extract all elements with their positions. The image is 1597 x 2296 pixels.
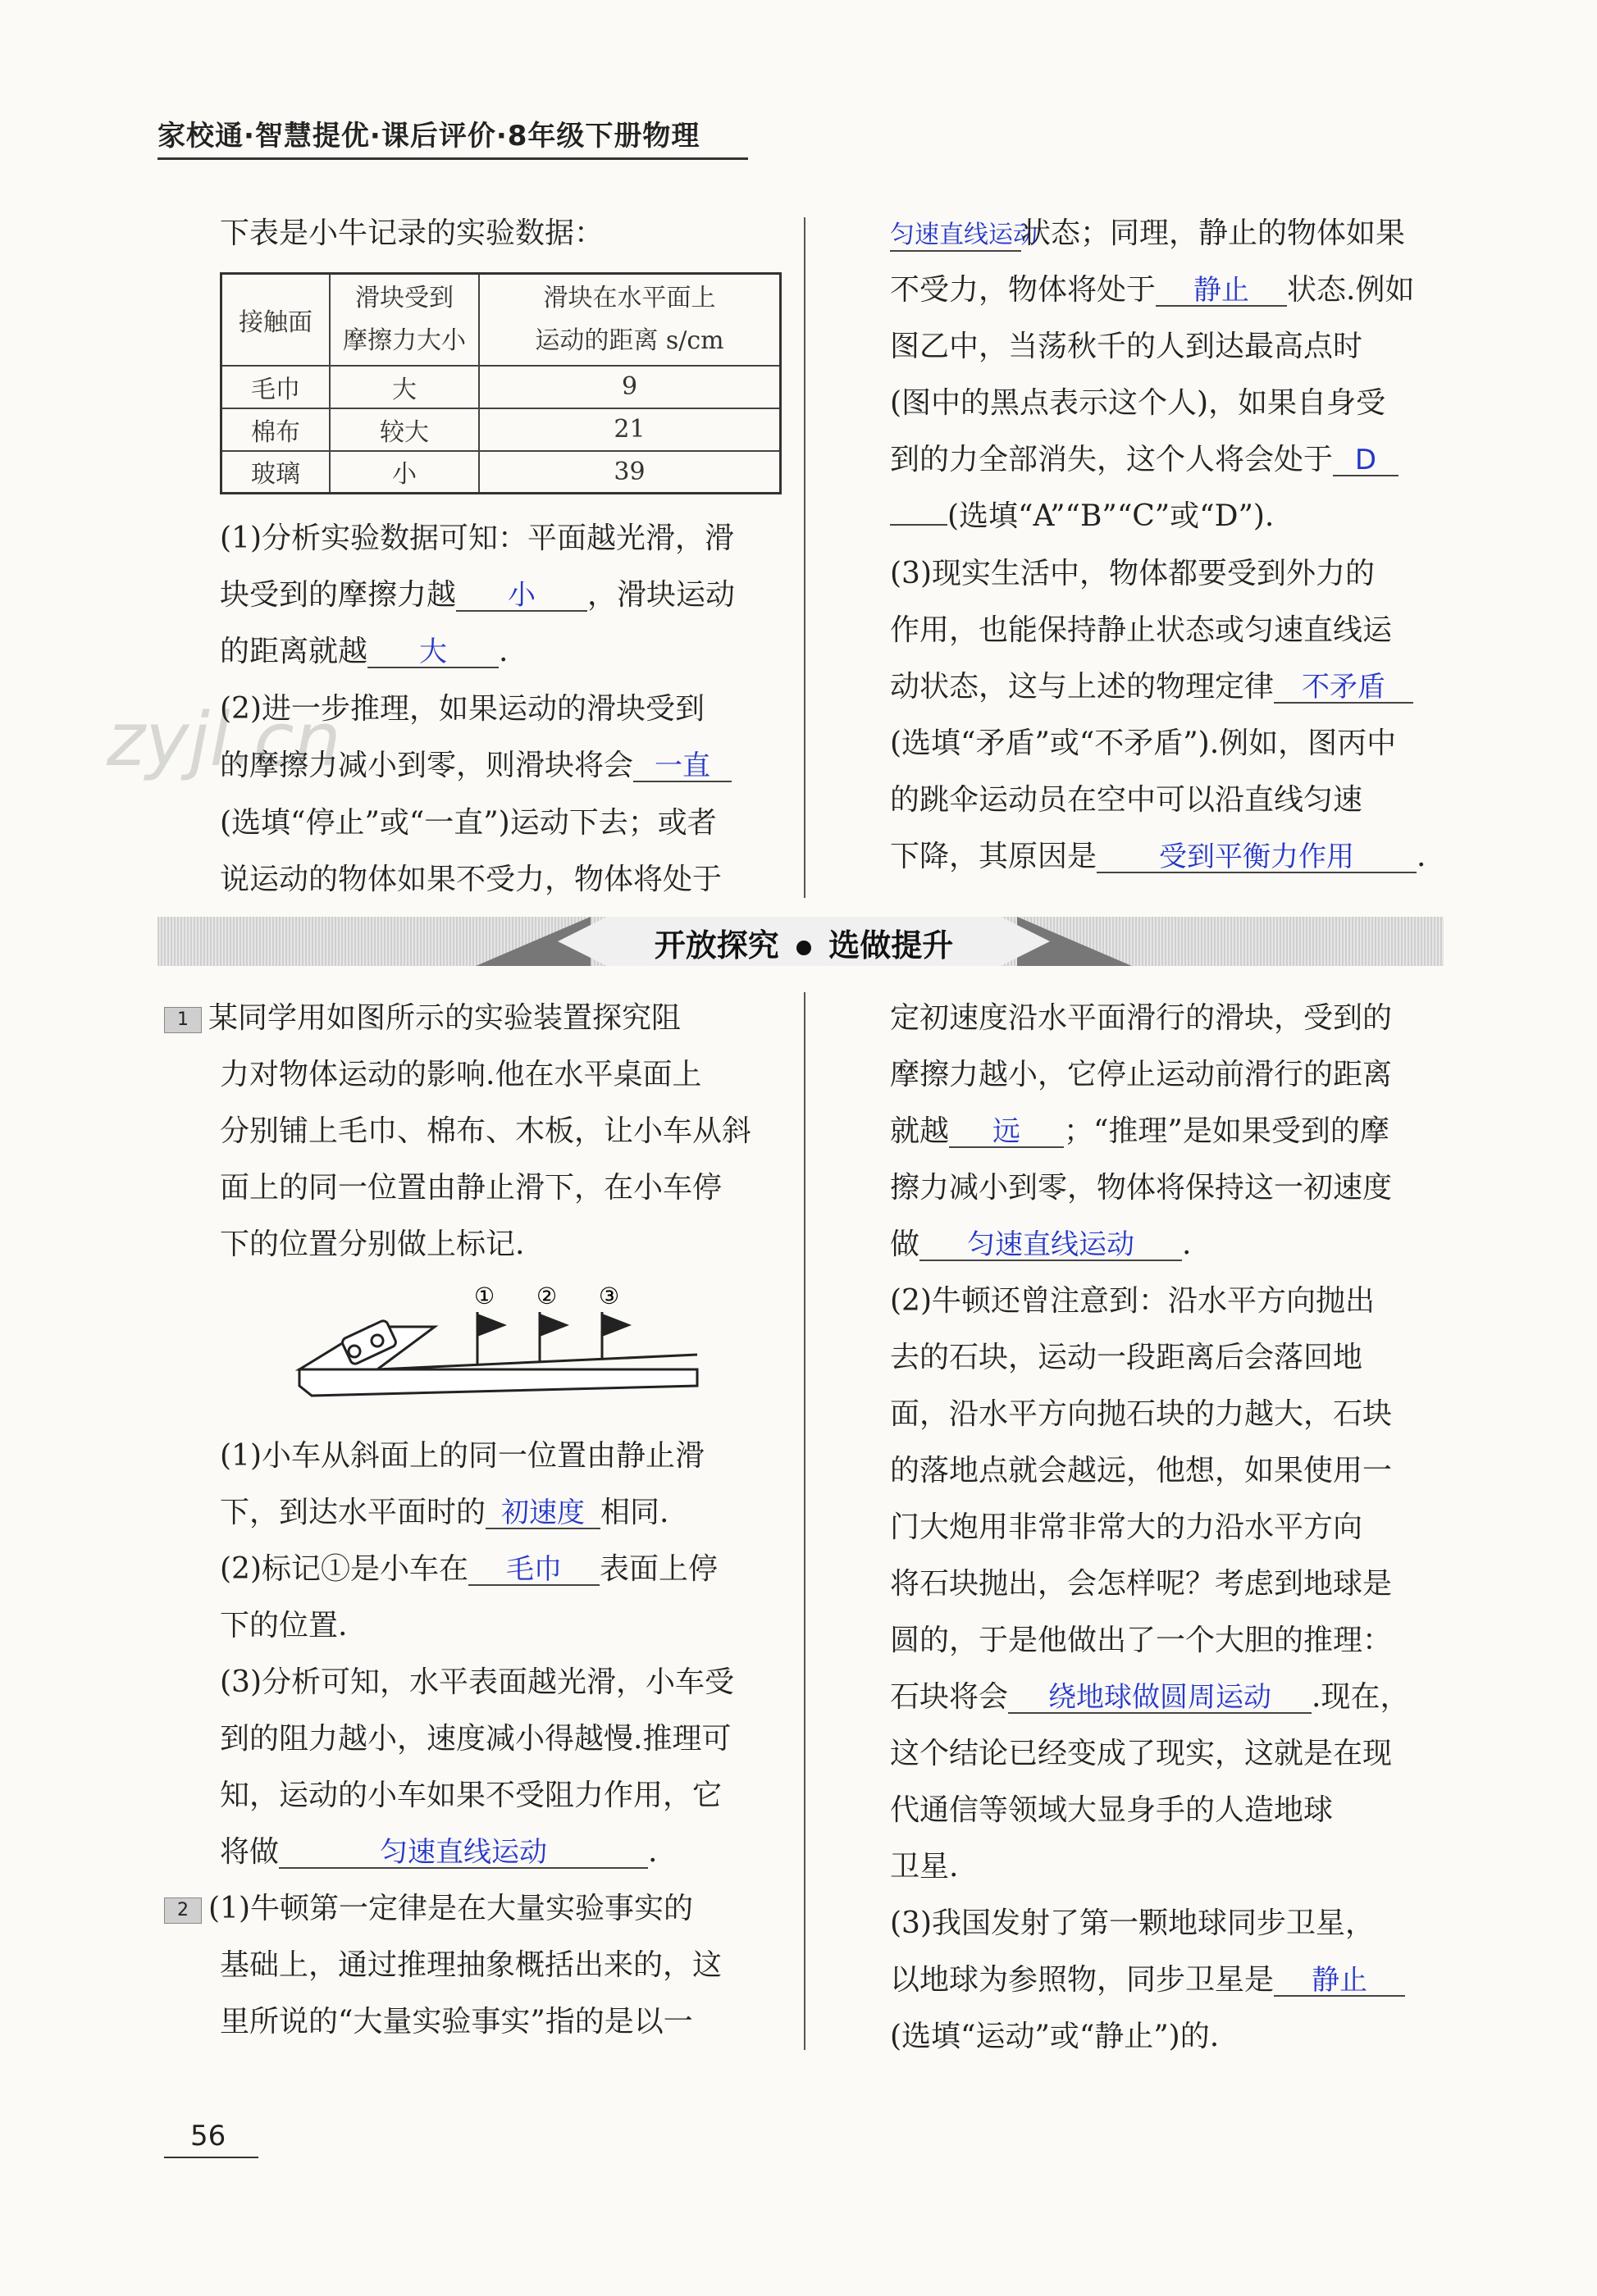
column-divider-top bbox=[804, 217, 805, 898]
page-header-title: 家校通·智慧提优·课后评价·8年级下册物理 bbox=[157, 120, 700, 153]
text-line: 图乙中，当荡秋千的人到达最高点时 bbox=[890, 330, 1363, 363]
text-line: (3)我国发射了第一颗地球同步卫星， bbox=[890, 1906, 1375, 1940]
text-span: (2)标记①是小车在 bbox=[220, 1552, 468, 1586]
page-number: 56 bbox=[190, 2120, 226, 2152]
text-span: 做 bbox=[890, 1228, 920, 1261]
table-cell: 毛巾 bbox=[221, 366, 331, 408]
table-header-friction-line2: 摩擦力大小 bbox=[343, 326, 466, 355]
text-line: (1)分析实验数据可知：平面越光滑，滑 bbox=[220, 522, 734, 555]
text-line bbox=[220, 579, 735, 612]
text-line: 里所说的“大量实验事实”指的是以一 bbox=[220, 2005, 693, 2039]
text-line: 摩擦力越小，它停止运动前滑行的距离 bbox=[890, 1058, 1393, 1091]
table-cell: 小 bbox=[330, 451, 479, 494]
flag-icon-3 bbox=[602, 1314, 632, 1337]
table-header-surface: 接触面 bbox=[221, 274, 331, 366]
text-span: 到的力全部消失，这个人将会处于 bbox=[890, 443, 1334, 476]
q2-line bbox=[164, 1893, 693, 1925]
text-line: (1)小车从斜面上的同一位置由静止滑 bbox=[220, 1439, 705, 1473]
incline-cart-figure bbox=[295, 1279, 705, 1419]
text-span: . bbox=[1182, 1228, 1192, 1261]
text-span: 表面上停 bbox=[600, 1552, 719, 1586]
text-line: 力对物体运动的影响.他在水平桌面上 bbox=[220, 1058, 702, 1091]
text-line: 知，运动的小车如果不受阻力作用，它 bbox=[220, 1779, 723, 1812]
column-divider-bottom bbox=[804, 992, 805, 2050]
section-title bbox=[558, 920, 1050, 965]
text-span: 以地球为参照物，同步卫星是 bbox=[890, 1963, 1275, 1997]
text-line: 卫星. bbox=[890, 1850, 959, 1884]
table-intro: 下表是小牛记录的实验数据： bbox=[220, 216, 605, 250]
text-line: 代通信等领域大显身手的人造地球 bbox=[890, 1793, 1334, 1827]
text-span: 的距离就越 bbox=[220, 635, 368, 668]
table-cell: 21 bbox=[479, 408, 781, 451]
text-line bbox=[890, 1964, 1405, 1997]
text-line bbox=[890, 1681, 1409, 1714]
answer-blank: 匀速直线运动 bbox=[890, 221, 1021, 252]
text-line: (3)现实生活中，物体都要受到外力的 bbox=[890, 557, 1375, 590]
text-span: 石块将会 bbox=[890, 1680, 1009, 1714]
text-line: (图中的黑点表示这个人)，如果自身受 bbox=[890, 386, 1386, 420]
text-line: 的落地点就会越远，他想，如果使用一 bbox=[890, 1454, 1393, 1487]
text-span: (选填“A”“B”“C”或“D”). bbox=[947, 499, 1275, 533]
text-span: ；“推理”是如果受到的摩 bbox=[1064, 1114, 1389, 1148]
text-line: 擦力减小到零，物体将保持这一初速度 bbox=[890, 1171, 1393, 1205]
text-line: (选填“运动”或“静止”)的. bbox=[890, 2020, 1220, 2053]
answer-blank: 大 bbox=[367, 637, 499, 668]
text-line bbox=[890, 671, 1413, 704]
track-edge bbox=[377, 1355, 697, 1369]
text-line: 基础上，通过推理抽象概括出来的，这 bbox=[220, 1948, 723, 1982]
answer-blank: 受到平衡力作用 bbox=[1097, 842, 1417, 873]
text-span: . bbox=[499, 635, 509, 668]
text-line bbox=[890, 500, 1274, 533]
text-span: 块受到的摩擦力越 bbox=[220, 578, 457, 612]
text-span: 相同. bbox=[600, 1496, 669, 1529]
text-line bbox=[890, 444, 1399, 476]
table-header-distance-line1: 滑块在水平面上 bbox=[543, 283, 716, 312]
text-line: 到的阻力越小，速度减小得越慢.推理可 bbox=[220, 1722, 732, 1756]
text-line bbox=[220, 636, 508, 668]
text-span: ，滑块运动 bbox=[587, 578, 736, 612]
flag-icon-1 bbox=[477, 1314, 507, 1337]
text-line: 下的位置分别做上标记. bbox=[220, 1228, 525, 1261]
text-line: 下的位置. bbox=[220, 1609, 348, 1642]
text-line: 定初速度沿水平面滑行的滑块，受到的 bbox=[890, 1001, 1393, 1035]
text-span: . bbox=[1417, 840, 1426, 873]
answer-blank: 不矛盾 bbox=[1274, 672, 1413, 704]
table-row bbox=[221, 451, 781, 494]
answer-blank: 毛巾 bbox=[468, 1555, 600, 1586]
header-rule bbox=[157, 157, 748, 160]
text-line: 这个结论已经变成了现实，这就是在现 bbox=[890, 1737, 1393, 1770]
answer-blank: D bbox=[1333, 445, 1399, 476]
table-cell: 较大 bbox=[330, 408, 479, 451]
flag-label-3: ③ bbox=[599, 1282, 620, 1310]
page-number-rule bbox=[164, 2157, 258, 2158]
table-cell: 玻璃 bbox=[221, 451, 331, 494]
q1-line bbox=[164, 1002, 681, 1035]
flag-label-1: ① bbox=[474, 1282, 495, 1310]
text-line: (选填“矛盾”或“不矛盾”).例如，图丙中 bbox=[890, 727, 1397, 760]
text-line: 将石块抛出，会怎样呢？考虑到地球是 bbox=[890, 1567, 1393, 1601]
flag-label-2: ② bbox=[536, 1282, 558, 1310]
section-title-left: 开放探究 bbox=[654, 927, 779, 963]
text-span: 的摩擦力减小到零，则滑块将会 bbox=[220, 749, 634, 782]
text-line: (2)进一步推理，如果运动的滑块受到 bbox=[220, 692, 705, 726]
answer-blank: 静止 bbox=[1156, 276, 1287, 307]
text-line: 门大炮用非常非常大的力沿水平方向 bbox=[890, 1510, 1363, 1544]
text-line: 说运动的物体如果不受力，物体将处于 bbox=[220, 863, 723, 896]
text-span: 就越 bbox=[890, 1114, 950, 1148]
text-line: 圆的，于是他做出了一个大胆的推理： bbox=[890, 1624, 1393, 1657]
table-cell: 大 bbox=[330, 366, 479, 408]
table-header-distance bbox=[479, 274, 781, 366]
answer-blank: 初速度 bbox=[486, 1498, 600, 1529]
text-line: 面，沿水平方向抛石块的力越大，石块 bbox=[890, 1397, 1393, 1431]
text-line bbox=[220, 1496, 668, 1529]
answer-blank: 匀速直线运动 bbox=[279, 1838, 648, 1869]
text-line bbox=[890, 274, 1414, 307]
text-line bbox=[890, 840, 1426, 873]
text-span: 不受力，物体将处于 bbox=[890, 273, 1157, 307]
answer-blank-continuation bbox=[890, 524, 947, 526]
table-surface bbox=[299, 1369, 697, 1396]
text-line bbox=[890, 217, 1405, 252]
answer-blank: 一直 bbox=[633, 751, 732, 782]
table-header-friction-line1: 滑块受到 bbox=[355, 283, 454, 312]
text-line bbox=[220, 749, 732, 782]
text-line: (3)分析可知，水平表面越光滑，小车受 bbox=[220, 1665, 734, 1699]
section-title-right: 选做提升 bbox=[828, 927, 954, 963]
text-line: 分别铺上毛巾、棉布、木板，让小车从斜 bbox=[220, 1114, 752, 1148]
flag-icon-2 bbox=[540, 1314, 569, 1337]
watermark: zyjl.cn bbox=[107, 697, 341, 783]
table-cell: 39 bbox=[479, 451, 781, 494]
table-header-friction bbox=[330, 274, 479, 366]
answer-blank: 绕地球做圆周运动 bbox=[1008, 1683, 1312, 1714]
text-span: 状态.例如 bbox=[1287, 273, 1415, 307]
text-span: 状态；同理，静止的物体如果 bbox=[1021, 216, 1406, 250]
answer-blank: 静止 bbox=[1274, 1966, 1405, 1997]
text-span: 下，到达水平面时的 bbox=[220, 1496, 486, 1529]
bullet-icon bbox=[796, 941, 811, 955]
table-row bbox=[221, 366, 781, 408]
question-number: 1 bbox=[164, 1007, 202, 1033]
text-line bbox=[220, 1553, 718, 1586]
table-cell: 棉布 bbox=[221, 408, 331, 451]
experiment-data-table bbox=[220, 272, 782, 494]
text-line: 作用，也能保持静止状态或匀速直线运 bbox=[890, 613, 1393, 647]
text-line: 去的石块，运动一段距离后会落回地 bbox=[890, 1341, 1363, 1374]
answer-blank: 小 bbox=[456, 581, 587, 612]
text-span: .现在， bbox=[1312, 1680, 1410, 1714]
text-span: (1)牛顿第一定律是在大量实验事实的 bbox=[208, 1892, 693, 1925]
text-line: 的跳伞运动员在空中可以沿直线匀速 bbox=[890, 783, 1363, 817]
table-header-distance-line2: 运动的距离 s/cm bbox=[535, 326, 724, 355]
question-number: 2 bbox=[164, 1897, 202, 1924]
text-line: 面上的同一位置由静止滑下，在小车停 bbox=[220, 1171, 723, 1205]
answer-blank: 远 bbox=[949, 1117, 1064, 1148]
text-line bbox=[220, 1836, 657, 1869]
text-span: . bbox=[648, 1835, 658, 1869]
text-span: 动状态，这与上述的物理定律 bbox=[890, 670, 1275, 704]
text-line bbox=[890, 1115, 1389, 1148]
table-cell: 9 bbox=[479, 366, 781, 408]
text-span: 将做 bbox=[220, 1835, 280, 1869]
text-span: 某同学用如图所示的实验装置探究阻 bbox=[208, 1001, 682, 1035]
text-line: (选填“停止”或“一直”)运动下去；或者 bbox=[220, 806, 717, 840]
answer-blank: 匀速直线运动 bbox=[919, 1230, 1182, 1261]
text-line: (2)牛顿还曾注意到：沿水平方向抛出 bbox=[890, 1284, 1375, 1318]
table-row bbox=[221, 408, 781, 451]
text-span: 下降，其原因是 bbox=[890, 840, 1097, 873]
text-line bbox=[890, 1228, 1191, 1261]
